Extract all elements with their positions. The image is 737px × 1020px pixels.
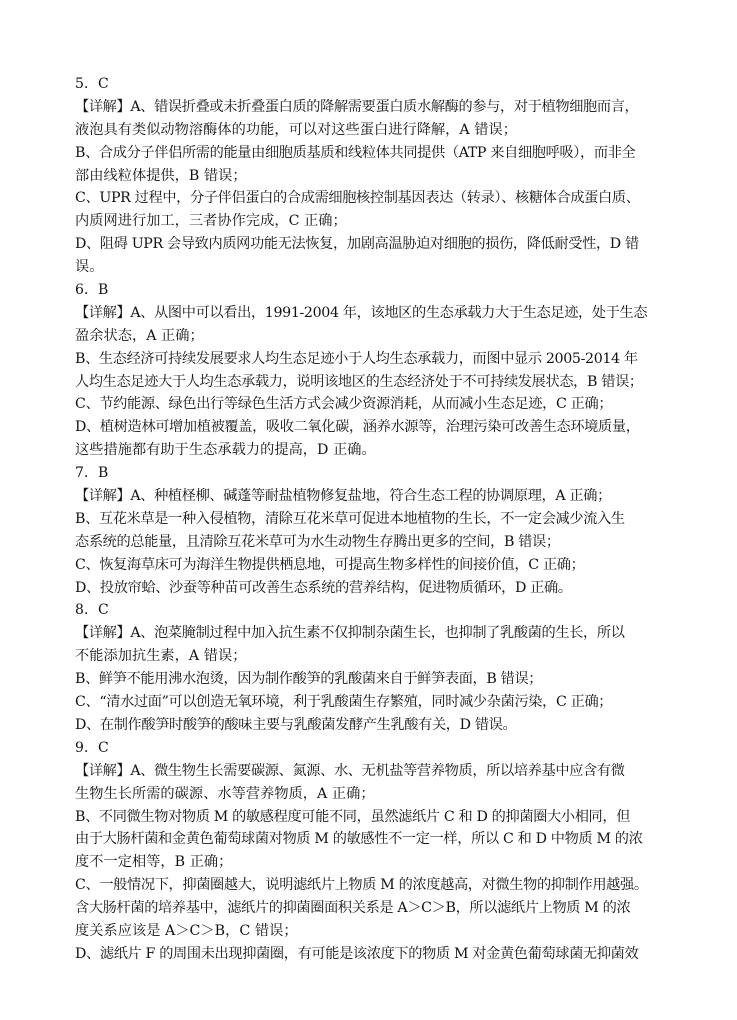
detail-line: 【详解】A、从图中可以看出，1991-2004 年，该地区的生态承载力大于生态足迹，处于生态 (75, 304, 648, 321)
detail-line: 误。 (75, 259, 104, 276)
detail-line: 内质网进行加工，三者协作完成，C 正确； (75, 213, 347, 230)
detail-line: C、UPR 过程中，分子伴侣蛋白的合成需细胞核控制基因表达（转录）、核糖体合成蛋白质、 (75, 190, 640, 207)
detail-line: 人均生态足迹大于人均生态承载力，说明该地区的生态经济处于不可持续发展状态，B 错误； (75, 373, 643, 390)
detail-line: 态系统的总能量，且清除互花米草可为水生动物生存腾出更多的空间，B 错误； (75, 533, 560, 550)
detail-line: D、投放帘蛤、沙蚕等种苗可改善生态系统的营养结构，促进物质循环，D 正确。 (75, 579, 572, 596)
detail-line: B、鲜笋不能用沸水泡烫，因为制作酸笋的乳酸菌来自于鲜笋表面，B 错误； (75, 671, 543, 688)
detail-line: C、节约能源、绿色出行等绿色生活方式会减少资源消耗，从而减小生态足迹，C 正确； (75, 396, 613, 413)
detail-line: 【详解】A、错误折叠或未折叠蛋白质的降解需要蛋白质水解酶的参与，对于植物细胞而言， (75, 98, 639, 115)
detail-line: B、合成分子伴侣所需的能量由细胞质基质和线粒体共同提供（ATP 来自细胞呼吸），而非全 (75, 144, 636, 161)
detail-line: D、滤纸片 F 的周围未出现抑菌圈，有可能是该浓度下的物质 M 对金黄色葡萄球菌无抑菌效 (75, 945, 639, 962)
detail-line: 【详解】A、微生物生长需要碳源、氮源、水、无机盐等营养物质，所以培养基中应含有微 (75, 762, 625, 779)
detail-line: 度关系应该是 A＞C＞B，C 错误； (75, 922, 298, 939)
detail-line: 这些措施都有助于生态承载力的提高，D 正确。 (75, 442, 376, 459)
detail-line: 含大肠杆菌的培养基中，滤纸片的抑菌圈面积关系是 A＞C＞B，所以滤纸片上物质 M 的浓 (75, 900, 631, 917)
detail-line: C、恢复海草床可为海洋生物提供栖息地，可提高生物多样性的间接价值，C 正确； (75, 556, 585, 573)
detail-line: 盈余状态，A 正确； (75, 327, 204, 344)
answer-number-5: 5．C (75, 76, 109, 92)
detail-line: 【详解】A、泡菜腌制过程中加入抗生素不仅抑制杂菌生长，也抑制了乳酸菌的生长，所以 (75, 625, 625, 642)
detail-line: B、生态经济可持续发展要求人均生态足迹小于人均生态承载力，而图中显示 2005-2014 年 (75, 350, 638, 367)
detail-line: 由于大肠杆菌和金黄色葡萄球菌对物质 M 的敏感性不一定一样，所以 C 和 D 中物质 M 的浓 (75, 831, 643, 848)
detail-line: C、一般情况下，抑菌圈越大，说明滤纸片上物质 M 的浓度越高，对微生物的抑制作用越强。 (75, 877, 648, 894)
detail-line: 不能添加抗生素，A 错误； (75, 648, 247, 665)
answer-explanation-page (75, 73, 675, 966)
detail-line: B、互花米草是一种入侵植物，清除互花米草可促进本地植物的生长，不一定会减少流入生 (75, 510, 625, 527)
detail-line: D、植树造林可增加植被覆盖，吸收二氧化碳，涵养水源等，治理污染可改善生态环境质量， (75, 419, 640, 436)
detail-line: B、不同微生物对物质 M 的敏感程度可能不同，虽然滤纸片 C 和 D 的抑菌圈大小相同，但 (75, 808, 631, 825)
answer-number-6: 6．B (75, 282, 109, 299)
detail-line: D、阻碍 UPR 会导致内质网功能无法恢复，加剧高温胁迫对细胞的损伤，降低耐受性，D 错 (75, 236, 639, 253)
answer-number-7: 7．B (75, 465, 109, 482)
detail-line: 部由线粒体提供，B 错误； (75, 167, 247, 184)
detail-line: C、“清水过面”可以创造无氧环境，利于乳酸菌生存繁殖，同时减少杂菌污染，C 正确； (75, 694, 613, 711)
detail-line: D、在制作酸笋时酸笋的酸味主要与乳酸菌发酵产生乳酸有关，D 错误。 (75, 716, 517, 733)
detail-line: 度不一定相等，B 正确； (75, 854, 233, 871)
detail-line: 液泡具有类似动物溶酶体的功能，可以对这些蛋白进行降解，A 错误； (75, 121, 517, 138)
answer-number-8: 8．C (75, 602, 109, 619)
answer-number-9: 9．C (75, 739, 109, 756)
detail-line: 【详解】A、种植柽柳、碱蓬等耐盐植物修复盐地，符合生态工程的协调原理，A 正确； (75, 488, 611, 505)
detail-line: 生物生长所需的碳源、水等营养物质，A 正确； (75, 785, 375, 802)
